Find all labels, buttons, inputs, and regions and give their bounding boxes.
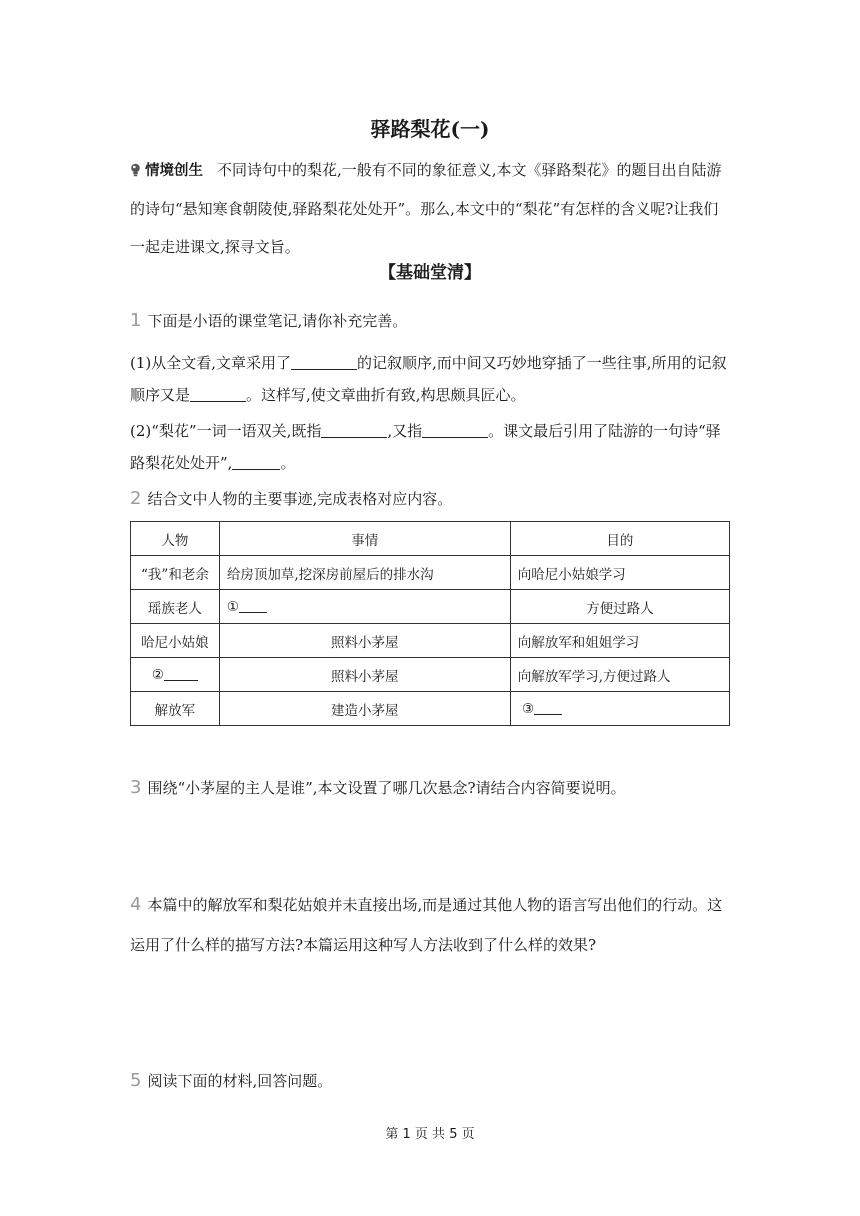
table-header-cell: 事情 bbox=[219, 522, 510, 556]
question-stem: 下面是小语的课堂笔记,请你补充完善。 bbox=[147, 312, 408, 330]
answer-blank[interactable] bbox=[232, 453, 280, 470]
table-row bbox=[131, 624, 730, 658]
text-segment: (2)“梨花”一词一语双关,既指 bbox=[130, 422, 322, 440]
table-cell-blank[interactable] bbox=[219, 590, 510, 624]
intro-tag-label: 情境创生 bbox=[145, 163, 203, 179]
question-1-part-1 bbox=[130, 347, 730, 411]
table-cell: 建造小茅屋 bbox=[219, 692, 510, 726]
blank-marker: ③ bbox=[522, 701, 535, 717]
table-cell: 解放军 bbox=[131, 692, 220, 726]
table-cell: 方便过路人 bbox=[510, 590, 729, 624]
text-segment: 。这样写,使文章曲折有致,构思颇具匠心。 bbox=[246, 386, 526, 404]
intro-text: 不同诗句中的梨花,一般有不同的象征意义,本文《驿路梨花》的题目出自陆游的诗句“悬知寒食朝陵使,驿路梨花处处开”。那么,本文中的“梨花”有怎样的含义呢?让我们一起走进课文,探寻文旨。 bbox=[130, 161, 722, 256]
text-segment: 的记叙顺序,而中间又巧妙地穿插了一些往事,所用的记叙顺序又是 bbox=[130, 354, 727, 404]
question-number: 5 bbox=[130, 1070, 142, 1091]
question-2 bbox=[130, 484, 730, 514]
table-header-cell: 目的 bbox=[510, 522, 729, 556]
table-cell: 向解放军学习,方便过路人 bbox=[510, 658, 729, 692]
question-1 bbox=[130, 305, 730, 479]
blank-marker: ① bbox=[226, 599, 239, 615]
table-cell: 照料小茅屋 bbox=[219, 624, 510, 658]
table-cell-blank[interactable] bbox=[131, 658, 220, 692]
section-heading: 【基础堂清】 bbox=[379, 263, 481, 283]
answer-blank[interactable] bbox=[190, 385, 246, 402]
table-header-row bbox=[131, 522, 730, 556]
answer-blank[interactable] bbox=[321, 421, 387, 438]
question-4 bbox=[130, 885, 730, 965]
table-header-cell: 人物 bbox=[131, 522, 220, 556]
answer-blank[interactable] bbox=[164, 666, 198, 681]
question-1-part-2 bbox=[130, 415, 730, 479]
answer-blank[interactable] bbox=[422, 421, 488, 438]
page-footer: 第 1 页 共 5 页 bbox=[385, 1127, 475, 1142]
intro-paragraph bbox=[130, 151, 730, 266]
question-stem: 结合文中人物的主要事迹,完成表格对应内容。 bbox=[147, 490, 453, 508]
text-segment: (1)从全文看,文章采用了 bbox=[130, 354, 292, 372]
question-number: 4 bbox=[130, 894, 142, 915]
table-row bbox=[131, 590, 730, 624]
table-row bbox=[131, 692, 730, 726]
question-text: 本篇中的解放军和梨花姑娘并未直接出场,而是通过其他人物的语言写出他们的行动。这运用了什么样的描写方法?本篇运用这种写人方法收到了什么样的效果? bbox=[130, 896, 723, 954]
lightbulb-icon bbox=[130, 163, 141, 177]
events-table bbox=[130, 521, 730, 726]
question-text: 阅读下面的材料,回答问题。 bbox=[147, 1072, 333, 1090]
question-number: 3 bbox=[130, 777, 142, 798]
text-segment: 。课文最后引用了陆游的一句诗“驿路梨花处处开”, bbox=[130, 422, 721, 472]
question-number: 1 bbox=[130, 310, 142, 331]
table-cell: 向解放军和姐姐学习 bbox=[510, 624, 729, 658]
table-row bbox=[131, 658, 730, 692]
answer-blank[interactable] bbox=[534, 700, 562, 715]
question-3 bbox=[130, 773, 730, 803]
table-cell: 哈尼小姑娘 bbox=[131, 624, 220, 658]
text-segment: ,又指 bbox=[387, 422, 423, 440]
intro-tag bbox=[130, 163, 203, 179]
table-cell: 向哈尼小姑娘学习 bbox=[510, 556, 729, 590]
answer-blank[interactable] bbox=[291, 353, 357, 370]
blank-marker: ② bbox=[151, 667, 164, 683]
text-segment: 。 bbox=[280, 454, 296, 472]
answer-blank[interactable] bbox=[239, 598, 267, 613]
table-cell: 给房顶加草,挖深房前屋后的排水沟 bbox=[219, 556, 510, 590]
question-text: 围绕“小茅屋的主人是谁”,本文设置了哪几次悬念?请结合内容简要说明。 bbox=[147, 779, 626, 797]
table-row bbox=[131, 556, 730, 590]
question-number: 2 bbox=[130, 488, 142, 509]
page-title: 驿路梨花(一) bbox=[370, 117, 490, 141]
table-cell: 瑶族老人 bbox=[131, 590, 220, 624]
table-cell-blank[interactable] bbox=[510, 692, 729, 726]
question-5 bbox=[130, 1066, 730, 1096]
table-cell: 照料小茅屋 bbox=[219, 658, 510, 692]
table-cell: “我”和老余 bbox=[131, 556, 220, 590]
